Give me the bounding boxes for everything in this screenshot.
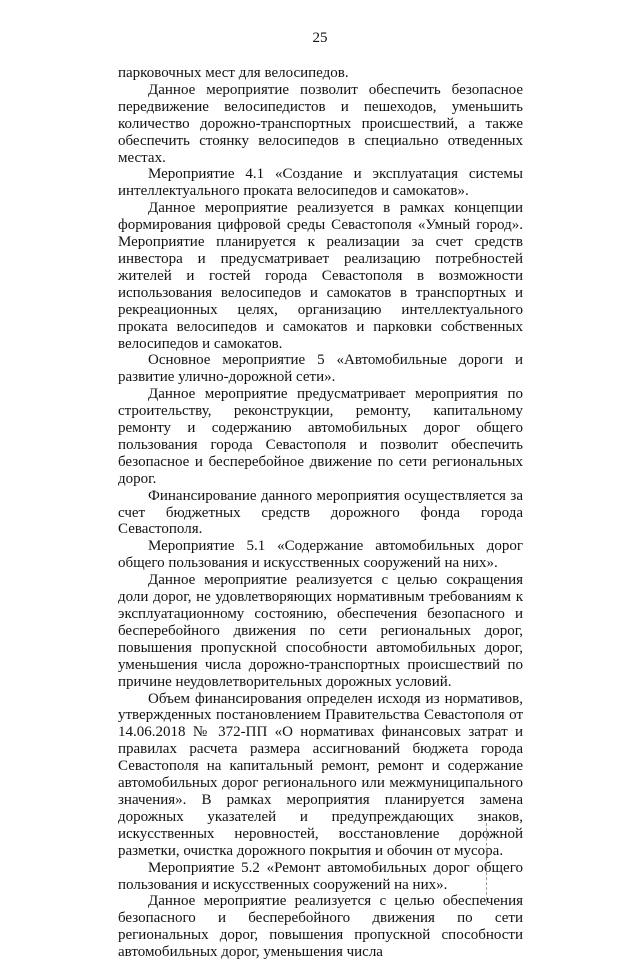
paragraph: Объем финансирования определен исходя из нормативов, утвержденных постановлением Правительства Севастополя от 14.06.2018 № 372-ПП «О нормативах финансовых затрат и правилах расчета размера ассигнований бюджета города Севастополя на капитальный ремонт, ремонт и содержание автомобильных дорог регионального или межмуниципального значения». В рамках мероприятия планируется замена дорожных указателей и предупреждающих знаков, искусственных неровностей, восстановление дорожной разметки, очистка дорожного покрытия и обочин от мусора. bbox=[118, 690, 523, 859]
paragraph: парковочных мест для велосипедов. bbox=[118, 65, 349, 81]
paragraph: Данное мероприятие позволит обеспечить безопасное передвижение велосипедистов и пешеходов, уменьшить количество дорожно-транспортных происшествий, а также обеспечить стоянку велосипедов в специально отведенных местах. bbox=[118, 81, 523, 166]
scan-artifact-line bbox=[486, 818, 487, 905]
paragraph: Данное мероприятие предусматривает мероприятия по строительству, реконструкции, ремонту, капитальному ремонту и содержанию автомобильных дорог общего пользования города Севастополя и позволит обеспечить безопасное и бесперебойное движение по сети региональных дорог. bbox=[118, 386, 523, 487]
paragraph: Данное мероприятие реализуется в рамках концепции формирования цифровой среды Севастополя «Умный город». Мероприятие планируется к реализации за счет средств инвестора и предусматривает реализацию потребностей жителей и гостей города Севастополя в возможности использования велосипедов и самокатов в транспортных и рекреационных целях, организацию интеллектуального проката велосипедов и самокатов и парковки собственных велосипедов и самокатов. bbox=[118, 200, 523, 352]
document-body bbox=[118, 65, 523, 961]
paragraph: Мероприятие 4.1 «Создание и эксплуатация системы интеллектуального проката велосипедов и самокатов». bbox=[118, 166, 523, 200]
paragraph: Основное мероприятие 5 «Автомобильные дороги и развитие улично-дорожной сети». bbox=[118, 352, 523, 386]
paragraph: Мероприятие 5.2 «Ремонт автомобильных дорог общего пользования и искусственных сооружений на них». bbox=[118, 859, 523, 893]
paragraph: Мероприятие 5.1 «Содержание автомобильных дорог общего пользования и искусственных сооружений на них». bbox=[118, 538, 523, 572]
paragraph: Данное мероприятие реализуется с целью обеспечения безопасного и бесперебойного движения по сети региональных дорог, повышения пропускной способности автомобильных дорог, уменьшения числа bbox=[118, 893, 523, 961]
paragraph: Данное мероприятие реализуется с целью сокращения доли дорог, не удовлетворяющих нормативным требованиям к эксплуатационному состоянию, обеспечения безопасного и бесперебойного движения по сети региональных дорог, повышения пропускной способности автомобильных дорог, уменьшения числа дорожно-транспортных происшествий по причине неудовлетворительных дорожных условий. bbox=[118, 572, 523, 690]
paragraph: Финансирование данного мероприятия осуществляется за счет бюджетных средств дорожного фонда города Севастополя. bbox=[118, 487, 523, 538]
page-number: 25 bbox=[312, 30, 328, 46]
